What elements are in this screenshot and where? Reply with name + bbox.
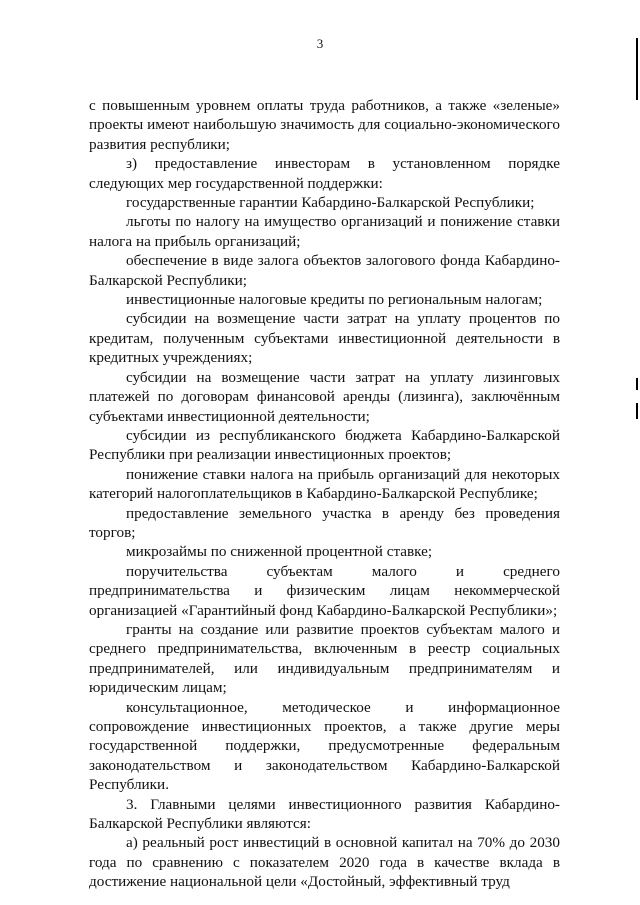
paragraph: понижение ставки налога на прибыль организаций для некоторых категорий налогоплательщиков в Кабардино-Балкарской Республике; xyxy=(89,465,560,503)
paragraph: инвестиционные налоговые кредиты по региональным налогам; xyxy=(126,291,543,309)
paragraph: микрозаймы по сниженной процентной ставке; xyxy=(126,543,433,561)
paragraph: обеспечение в виде залога объектов залогового фонда Кабардино-Балкарской Республики; xyxy=(89,252,560,289)
scan-edge-mark xyxy=(636,38,638,100)
page-number: 3 xyxy=(316,36,324,51)
paragraph: субсидии из республиканского бюджета Кабардино-Балкарской Республики при реализации инвестиционных проектов; xyxy=(89,426,560,464)
paragraph: а) реальный рост инвестиций в основной капитал на 70% до 2030 года по сравнению с показателем 2020 года в качестве вклада в достижение национальной цели «Достойный, эффективный труд xyxy=(89,834,560,891)
paragraph: субсидии на возмещение части затрат на уплату процентов по кредитам, полученным субъектами инвестиционной деятельности в кредитных учреждениях; xyxy=(89,310,560,367)
paragraph: консультационное, методическое и информационное сопровождение инвестиционных проектов, а также другие меры государственной поддержки, предусмотренные федеральным законодательством и законодательством Кабардино-Балкарской Республики. xyxy=(89,698,560,794)
paragraph: льготы по налогу на имущество организаций и понижение ставки налога на прибыль организаций; xyxy=(89,213,560,250)
paragraph: государственные гарантии Кабардино-Балкарской Республики; xyxy=(126,194,535,212)
paragraph: гранты на создание или развитие проектов субъектам малого и среднего предпринимательства, включенным в реестр социальных предпринимателей, или индивидуальным предпринимателям и юридическим лицам; xyxy=(89,620,560,697)
paragraph: з) предоставление инвесторам в установленном порядке следующих мер государственной поддержки: xyxy=(89,155,560,192)
paragraph: с повышенным уровнем оплаты труда работников, а также «зеленые» проекты имеют наибольшую значимость для социально-экономического развития республики; xyxy=(89,97,560,153)
scan-edge-mark xyxy=(636,403,638,419)
scan-edge-mark xyxy=(636,378,638,390)
paragraph: субсидии на возмещение части затрат на уплату лизинговых платежей по договорам финансовой аренды (лизинга), заключённым субъектами инвестиционной деятельности; xyxy=(89,368,560,425)
paragraph: поручительства субъектам малого и среднего предпринимательства и физическим лицам некоммерческой организацией «Гарантийный фонд Кабардино-Балкарской Республики»; xyxy=(89,562,560,619)
paragraph: предоставление земельного участка в аренду без проведения торгов; xyxy=(89,504,560,541)
paragraph: 3. Главными целями инвестиционного развития Кабардино-Балкарской Республики являются: xyxy=(89,795,560,833)
document-body xyxy=(89,96,560,892)
